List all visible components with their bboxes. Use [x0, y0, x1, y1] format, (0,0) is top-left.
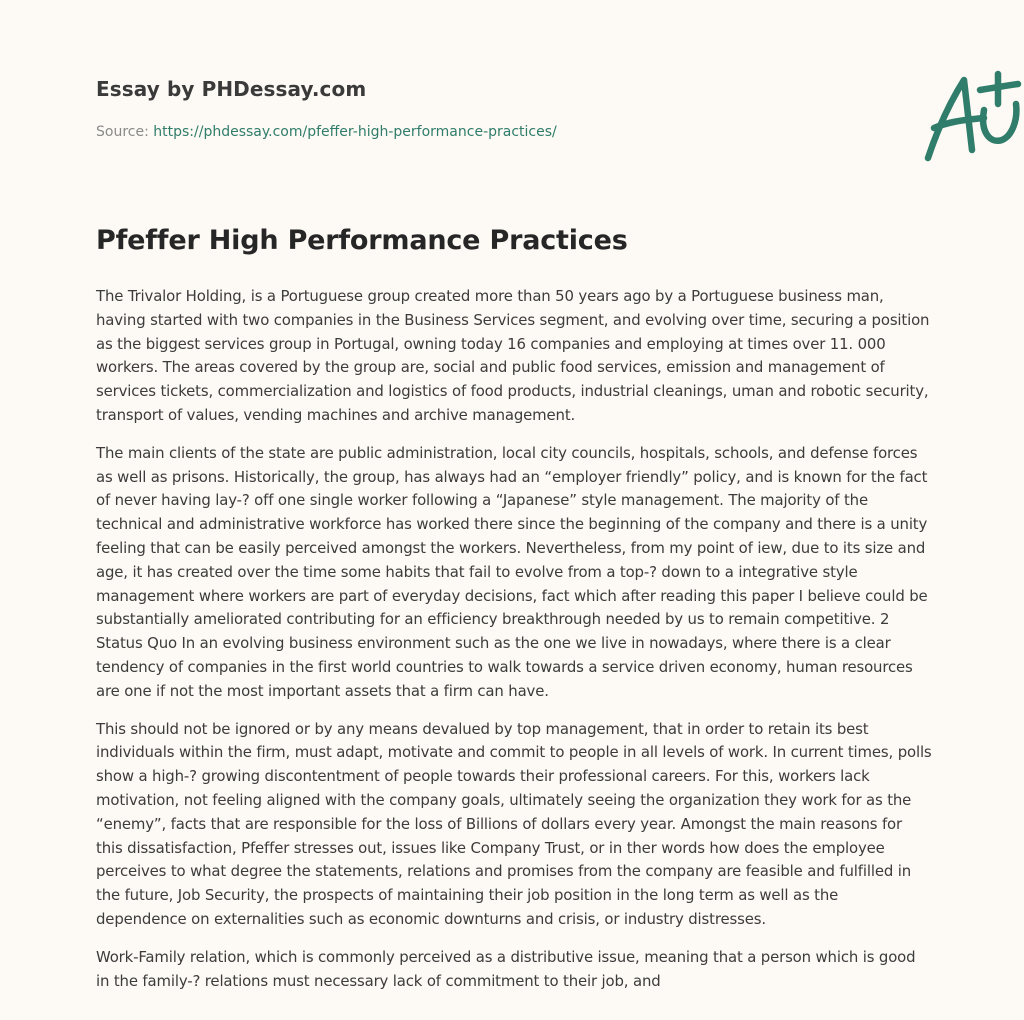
source-line — [96, 124, 557, 140]
source-link[interactable]: https://phdessay.com/pfeffer-high-performance-practices/ — [153, 124, 557, 140]
essay-title: Pfeffer High Performance Practices — [96, 225, 628, 256]
a-plus-logo-icon — [914, 66, 1024, 166]
site-title: Essay by PHDessay.com — [96, 77, 367, 101]
essay-paragraph: The Trivalor Holding, is a Portuguese group created more than 50 years ago by a Portuguese business man, having started with two companies in the Business Services segment, and evolving over time, securing a position as the biggest services group in Portugal, owning today 16 companies and employing at times over 11. 000 workers. The areas covered by the group are, social and public food services, emission and management of services tickets, commercialization and logistics of food products, industrial cleanings, uman and robotic security, transport of values, vending machines and archive management. — [96, 287, 930, 424]
essay-paragraph: This should not be ignored or by any means devalued by top management, that in order to retain its best individuals within the firm, must adapt, motivate and commit to people in all levels of work. In current times, polls show a high-? growing discontentment of people towards their professional careers. For this, workers lack motivation, not feeling aligned with the company goals, ultimately seeing the organization they work for as the “enemy”, facts that are responsible for the loss of Billions of dollars every year. Amongst the main reasons for this dissatisfaction, Pfeffer stresses out, issues like Company Trust, or in ther words how does the employee perceives to what degree the statements, relations and promises from the company are feasible and fulfilled in the future, Job Security, the prospects of maintaining their job position in the long term as well as the dependence on externalities such as economic downturns and crisis, or industry distresses. — [96, 719, 932, 928]
essay-body — [96, 285, 932, 1007]
essay-paragraph: The main clients of the state are public administration, local city councils, hospitals, schools, and defense forces as well as prisons. Historically, the group, has always had an “employer friendly” policy, and is known for the fact of never having lay-? off one single worker following a “Japanese” style management. The majority of the technical and administrative workforce has worked there since the beginning of the company and there is a unity feeling that can be easily perceived amongst the workers. Nevertheless, from my point of iew, due to its size and age, it has created over the time some habits that fail to evolve from a top-? down to a integrative style management where workers are part of everyday decisions, fact which after reading this paper I believe could be substantially ameliorated contributing for an efficiency breakthrough needed by us to remain competitive. 2 Status Quo In an evolving business environment such as the one we live in nowadays, where there is a clear tendency of companies in the first world countries to walk towards a service driven economy, human resources are one if not the most important assets that a firm can have. — [96, 443, 928, 700]
essay-paragraph: Work-Family relation, which is commonly perceived as a distributive issue, meaning that a person which is good in the family-? relations must necessary lack of commitment to their job, and — [96, 947, 916, 990]
source-label: Source: — [96, 124, 149, 140]
